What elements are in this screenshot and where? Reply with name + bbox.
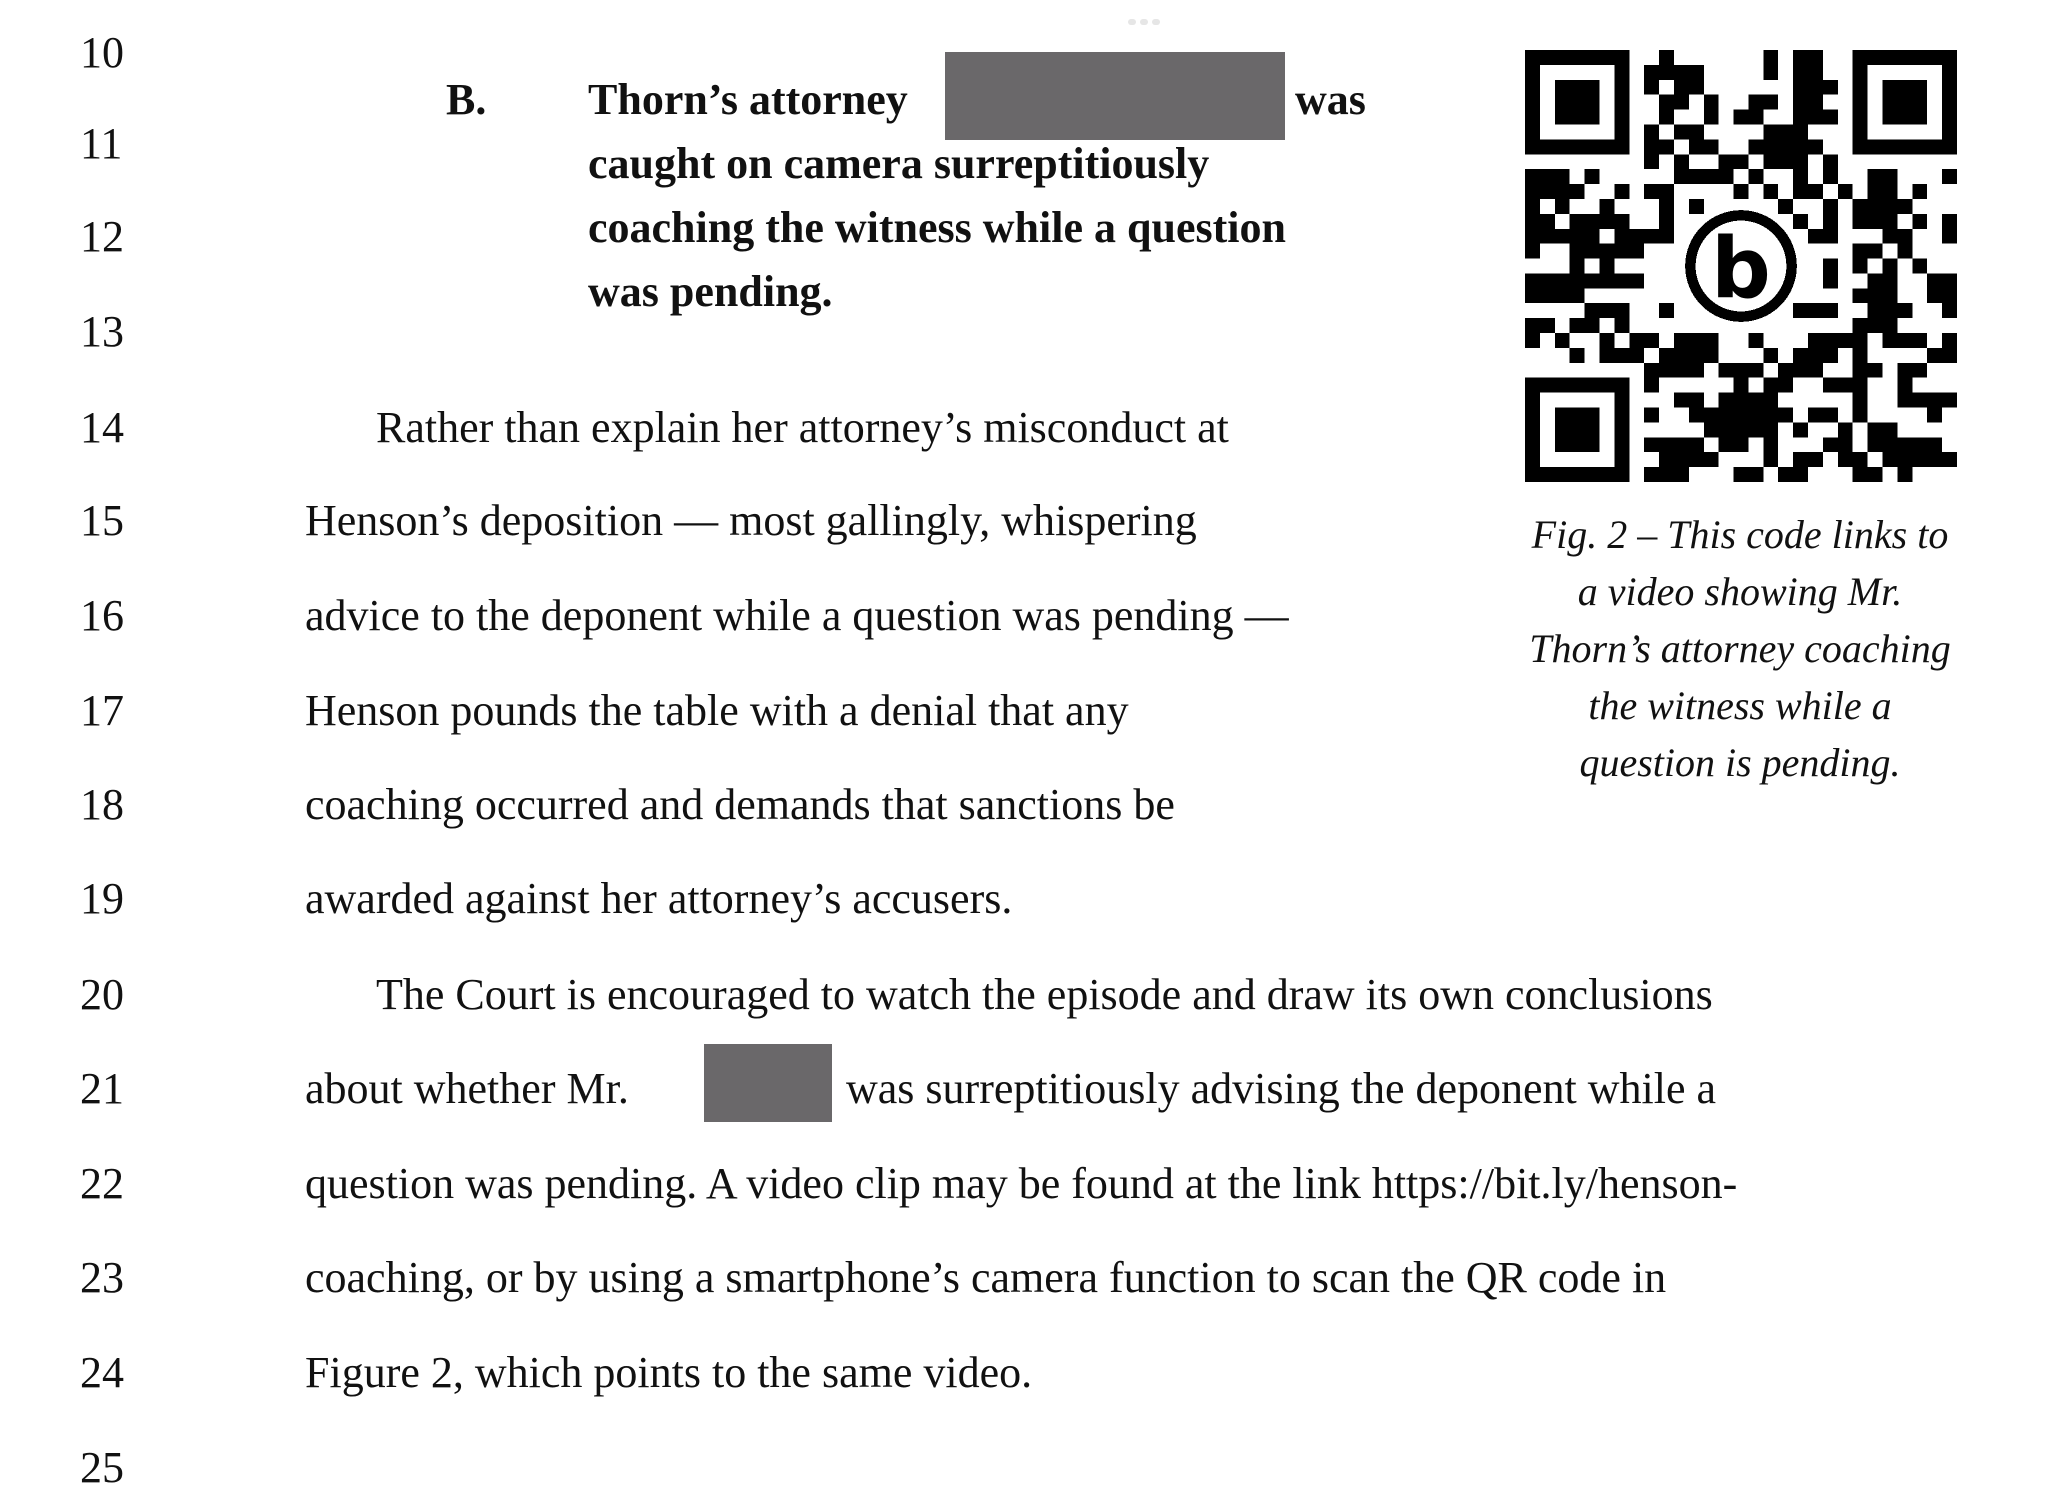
qr-code-graphic (1525, 50, 1957, 482)
line-number-22: 22 (80, 1159, 124, 1208)
caption-line-1: Fig. 2 – This code links to (1531, 512, 1949, 557)
paragraph-1-line-2: Henson’s deposition — most gallingly, whispering (305, 496, 1197, 545)
caption-line-3: Thorn’s attorney coaching (1529, 626, 1951, 671)
section-letter: B. (446, 75, 487, 124)
line-number-14: 14 (80, 403, 124, 452)
paragraph-2-line-1: The Court is encouraged to watch the episode and draw its own conclusions (376, 970, 1713, 1019)
paragraph-2-line-2-end: was surreptitiously advising the deponent while a (846, 1064, 1717, 1113)
paragraph-1-line-6: awarded against her attorney’s accusers. (305, 874, 1013, 923)
line-number-24: 24 (80, 1348, 124, 1397)
caption-line-4: the witness while a (1588, 683, 1892, 728)
line-number-23: 23 (80, 1253, 124, 1302)
line-number-11: 11 (80, 119, 123, 168)
figure-caption (1500, 506, 1980, 791)
line-number-18: 18 (80, 780, 124, 829)
paragraph-2-line-2-start: about whether Mr. (305, 1064, 629, 1113)
line-number-20: 20 (80, 970, 124, 1019)
paragraph-1-line-1: Rather than explain her attorney’s misconduct at (376, 403, 1229, 452)
heading-line-4: was pending. (588, 267, 833, 316)
bitly-logo-icon: b (1711, 220, 1771, 318)
caption-line-5: question is pending. (1579, 740, 1901, 785)
line-number-13: 13 (80, 307, 124, 356)
heading-line-2: caught on camera surreptitiously (588, 139, 1210, 188)
heading-line-1: Thorn’s attorney (588, 75, 908, 124)
heading-line-3: coaching the witness while a question (588, 203, 1286, 252)
line-number-10: 10 (80, 28, 124, 77)
paragraph-2-line-3[interactable]: question was pending. A video clip may be found at the link https://bit.ly/henson- (305, 1159, 1738, 1208)
line-number-16: 16 (80, 591, 124, 640)
line-number-15: 15 (80, 496, 124, 545)
heading-line-1-end: was (1295, 75, 1366, 124)
paragraph-2-line-4: coaching, or by using a smartphone’s camera function to scan the QR code in (305, 1253, 1667, 1302)
drag-handle-icon (1128, 12, 1168, 18)
paragraph-1-line-5: coaching occurred and demands that sanctions be (305, 780, 1175, 829)
redaction-box (945, 52, 1285, 140)
line-number-21: 21 (80, 1064, 124, 1113)
line-number-19: 19 (80, 874, 124, 923)
redaction-box (704, 1044, 832, 1122)
paragraph-2-line-5: Figure 2, which points to the same video. (305, 1348, 1033, 1397)
paragraph-1-line-3: advice to the deponent while a question was pending — (305, 591, 1289, 640)
line-number-25: 25 (80, 1443, 124, 1492)
qr-code-icon[interactable] (1525, 50, 1957, 482)
caption-line-2: a video showing Mr. (1577, 569, 1903, 614)
paragraph-1-line-4: Henson pounds the table with a denial that any (305, 686, 1129, 735)
line-number-17: 17 (80, 686, 124, 735)
line-number-12: 12 (80, 212, 124, 261)
